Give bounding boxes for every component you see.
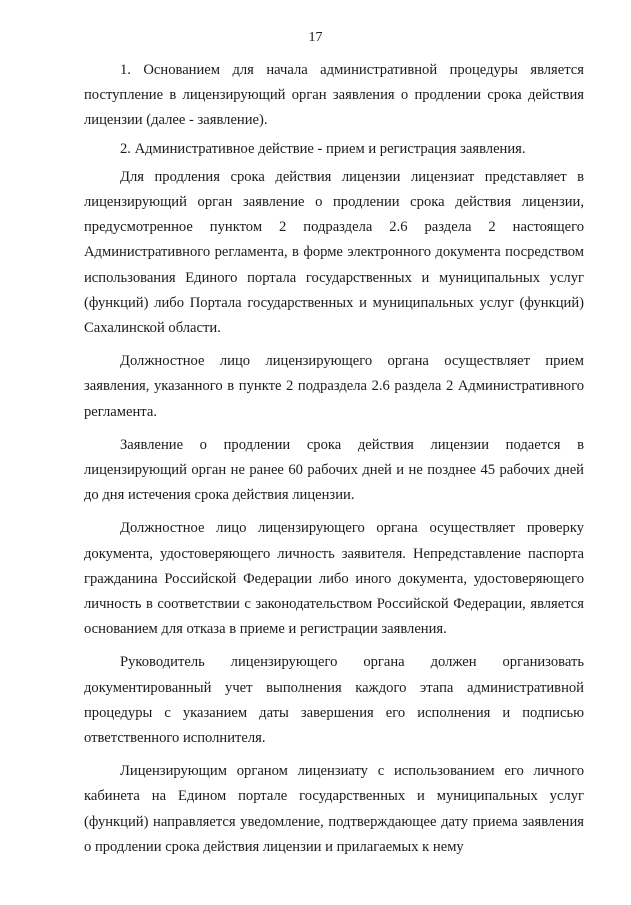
paragraph-identity-check: Должностное лицо лицензирующего органа осуществляет проверку документа, удостоверяющего личность заявителя. Непредставление паспорта гражданина Российской Федерации либо иного документа, удостоверяющего личность в соответствии с законодательством Российской Федерации, является основанием для отказа в приеме и регистрации заявления. [84, 520, 584, 638]
paragraph-official-acceptance: Должностное лицо лицензирующего органа осуществляет прием заявления, указанного в пункте 2 подраздела 2.6 раздела 2 Административного регламента. [84, 353, 584, 420]
paragraph-documented-record: Руководитель лицензирующего органа должен организовать документированный учет выполнения каждого этапа административной процедуры с указанием даты завершения его исполнения и подписью ответственного исполнителя. [84, 654, 584, 747]
paragraph-procedure-basis: 1. Основанием для начала административной процедуры является поступление в лицензирующий орган заявления о продлении срока действия лицензии (далее - заявление). [84, 62, 584, 129]
paragraph-submission-deadline: Заявление о продлении срока действия лицензии подается в лицензирующий орган не ранее 60 рабочих дней и не позднее 45 рабочих дней до дня истечения срока действия лицензии. [84, 436, 584, 504]
paragraph-notification: Лицензирующим органом лицензиату с использованием его личного кабинета на Едином портале государственных и муниципальных услуг (функций) направляется уведомление, подтверждающее дату приема заявления о продлении срока действия лицензии и прилагаемых к нему [84, 763, 584, 855]
document-body [84, 58, 584, 860]
paragraph-admin-action: 2. Административное действие - прием и регистрация заявления. [120, 140, 526, 157]
page-number: 17 [308, 30, 323, 45]
paragraph-extension-application: Для продления срока действия лицензии лицензиат представляет в лицензирующий орган заявление о продлении срока действия лицензии, предусмотренное пунктом 2 подраздела 2.6 раздела 2 настоящего Административного регламента, в форме электронного документа посредством использования Единого портала государственных и муниципальных услуг (функций) либо Портала государственных и муниципальных услуг (функций) Сахалинской области. [84, 168, 584, 337]
